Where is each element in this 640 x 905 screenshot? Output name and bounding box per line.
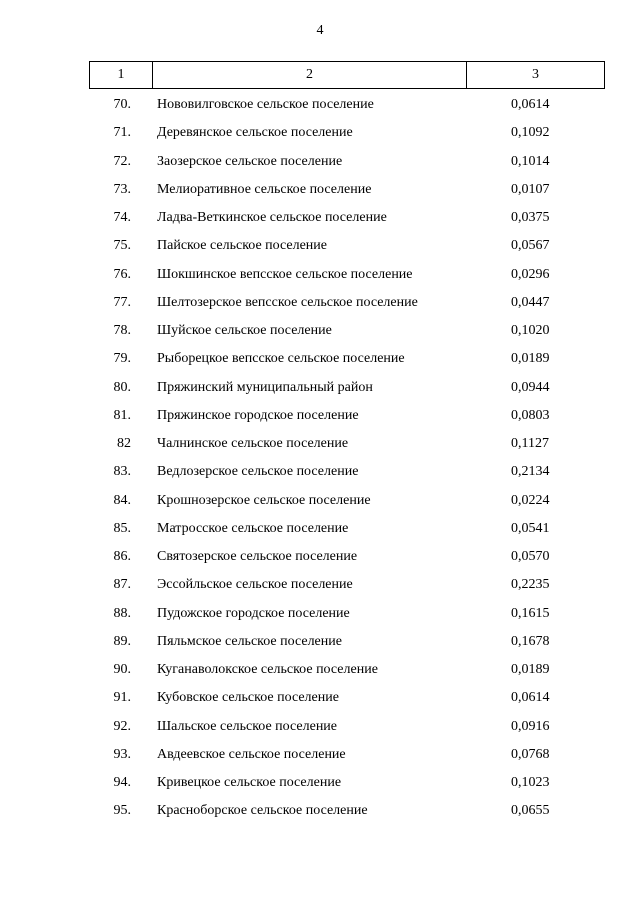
page-number: 4 (316, 23, 324, 38)
row-name: Пряжинский муниципальный район (157, 379, 373, 395)
row-number: 86. (113, 549, 131, 564)
row-number: 82 (117, 436, 131, 451)
row-value: 0,0655 (511, 803, 550, 819)
row-value: 0,2235 (511, 577, 550, 593)
table-row (89, 118, 603, 146)
row-value: 0,0570 (511, 549, 550, 564)
row-name: Кубовское сельское поселение (157, 690, 339, 706)
table-row (89, 486, 603, 514)
table-row (89, 457, 603, 485)
row-name: Пяльмское сельское поселение (157, 633, 342, 649)
row-number: 94. (113, 775, 131, 790)
row-name: Деревянское сельское поселение (157, 125, 353, 141)
row-value: 0,0447 (511, 294, 550, 310)
row-name: Матросское сельское поселение (157, 520, 349, 536)
table-header (89, 61, 605, 89)
row-value: 0,1678 (511, 633, 550, 649)
row-value: 0,0375 (511, 210, 550, 225)
table-row (89, 344, 603, 372)
table-row (89, 231, 603, 259)
row-number: 74. (113, 210, 131, 225)
row-name: Шокшинское вепсское сельское поселение (157, 266, 413, 282)
row-number: 77. (113, 294, 131, 310)
row-number: 90. (113, 662, 131, 677)
row-number: 87. (113, 577, 131, 593)
row-name: Шуйское сельское поселение (157, 323, 332, 338)
row-name: Крошнозерское сельское поселение (157, 492, 371, 508)
table-row (89, 768, 603, 796)
row-name: Пудожское городское поселение (157, 605, 350, 621)
row-name: Заозерское сельское поселение (157, 153, 343, 169)
table-row (89, 740, 603, 768)
row-value: 0,1020 (511, 323, 550, 338)
row-number: 92. (113, 718, 131, 734)
row-value: 0,1127 (511, 436, 549, 451)
row-name: Шальское сельское поселение (157, 718, 338, 734)
row-number: 79. (113, 351, 131, 367)
row-name: Пряжинское городское поселение (157, 407, 359, 423)
table-body (89, 90, 603, 825)
row-value: 0,1014 (511, 153, 550, 169)
table-header-row (90, 62, 605, 89)
row-value: 0,0768 (511, 746, 550, 762)
row-number: 91. (113, 690, 131, 706)
row-name: Красноборское сельское поселение (157, 803, 368, 819)
row-value: 0,0189 (511, 662, 550, 677)
row-number: 76. (113, 266, 131, 282)
row-name: Эссойльское сельское поселение (157, 577, 353, 593)
row-value: 0,0614 (511, 690, 550, 706)
table-row (89, 570, 603, 598)
row-name: Рыборецкое вепсское сельское поселение (157, 351, 405, 367)
table-row (89, 429, 603, 457)
row-name: Ладва-Веткинское сельское поселение (157, 210, 387, 225)
table-row (89, 627, 603, 655)
row-number: 71. (113, 125, 131, 141)
row-name: Пайское сельское поселение (157, 238, 328, 254)
row-value: 0,0541 (511, 520, 550, 536)
row-number: 84. (113, 492, 131, 508)
row-value: 0,0107 (511, 181, 550, 197)
row-name: Мелиоративное сельское поселение (157, 181, 372, 197)
row-number: 85. (113, 520, 131, 536)
table-row (89, 316, 603, 344)
row-value: 0,0803 (511, 407, 550, 423)
row-number: 80. (113, 379, 131, 395)
table-row (89, 288, 603, 316)
row-value: 0,0944 (511, 379, 550, 395)
row-name: Святозерское сельское поселение (157, 549, 358, 564)
row-name: Куганаволокское сельское поселение (157, 662, 378, 677)
table-row (89, 401, 603, 429)
row-value: 0,0916 (511, 718, 550, 734)
row-value: 0,2134 (511, 464, 550, 480)
row-name: Кривецкое сельское поселение (157, 775, 342, 790)
row-name: Ведлозерское сельское поселение (157, 464, 359, 480)
table-row (89, 373, 603, 401)
row-value: 0,0224 (511, 492, 550, 508)
row-value: 0,0567 (511, 238, 550, 254)
header-col-1: 1 (90, 62, 153, 89)
table-row (89, 175, 603, 203)
row-number: 70. (113, 97, 131, 112)
table-row (89, 90, 603, 118)
row-number: 75. (113, 238, 131, 254)
row-number: 88. (113, 605, 131, 621)
table-row (89, 514, 603, 542)
row-number: 95. (113, 803, 131, 819)
row-number: 73. (113, 181, 131, 197)
table-row (89, 260, 603, 288)
header-col-3: 3 (467, 62, 605, 89)
table-row (89, 203, 603, 231)
table-row (89, 542, 603, 570)
row-value: 0,0296 (511, 266, 550, 282)
table-row (89, 712, 603, 740)
row-number: 93. (113, 746, 131, 762)
row-value: 0,0614 (511, 97, 550, 112)
table-row (89, 683, 603, 711)
row-value: 0,1092 (511, 125, 550, 141)
table-row (89, 655, 603, 683)
row-name: Нововилговское сельское поселение (157, 97, 374, 112)
row-number: 89. (113, 633, 131, 649)
row-name: Чалнинское сельское поселение (157, 436, 349, 451)
row-number: 83. (113, 464, 131, 480)
row-number: 72. (113, 153, 131, 169)
row-value: 0,1023 (511, 775, 550, 790)
table-row (89, 796, 603, 824)
table-row (89, 599, 603, 627)
header-col-2: 2 (153, 62, 467, 89)
row-value: 0,0189 (511, 351, 550, 367)
row-number: 78. (113, 323, 131, 338)
row-name: Шелтозерское вепсское сельское поселение (157, 294, 418, 310)
table-row (89, 147, 603, 175)
row-name: Авдеевское сельское поселение (157, 746, 346, 762)
row-value: 0,1615 (511, 605, 550, 621)
row-number: 81. (113, 407, 131, 423)
